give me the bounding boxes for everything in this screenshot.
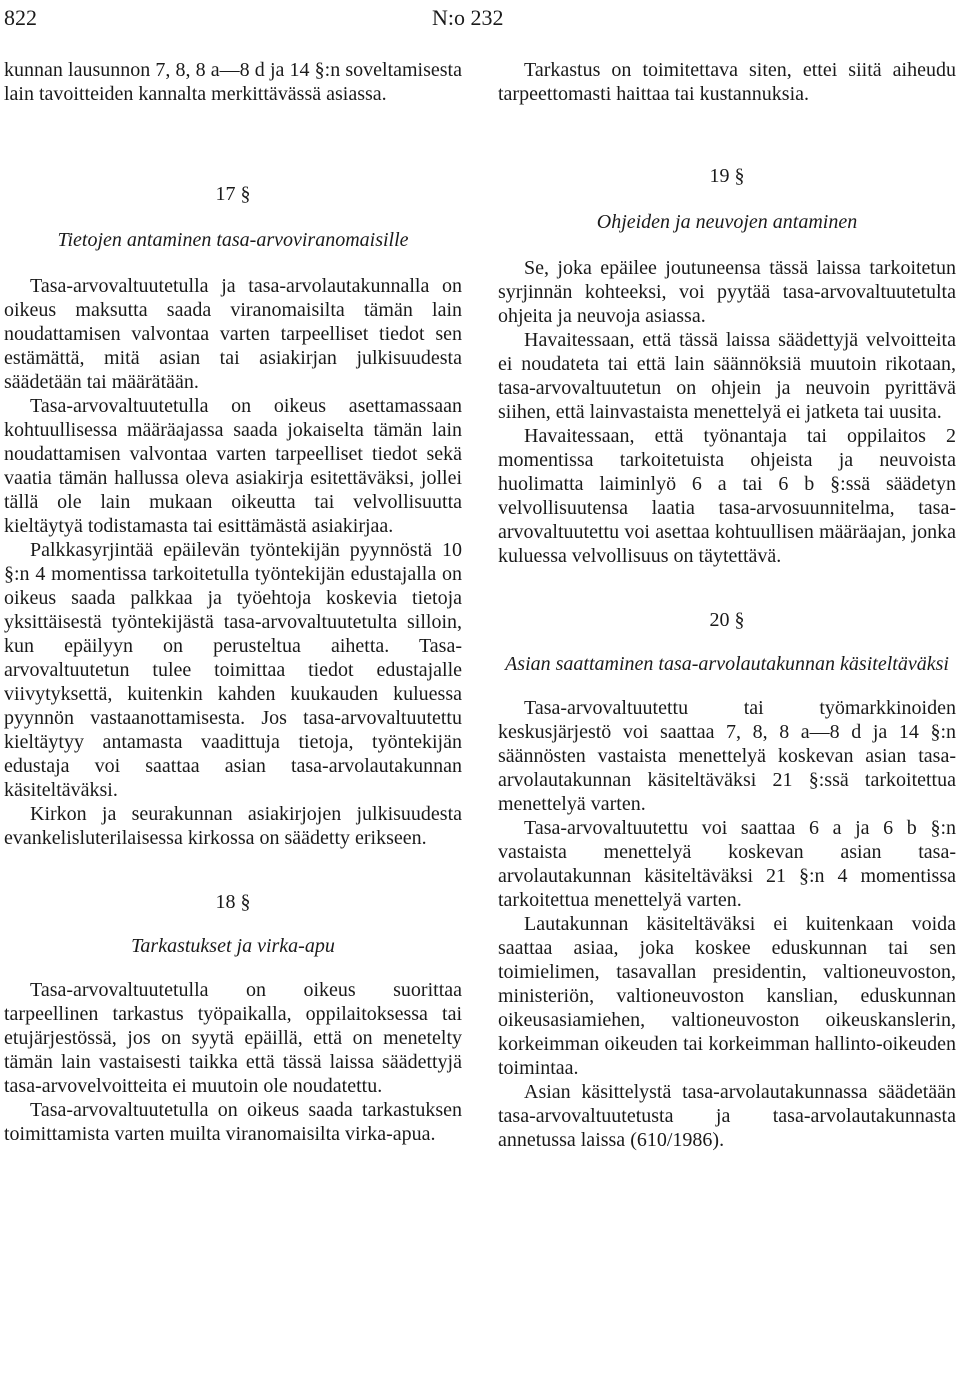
section-20-number: 20 §	[709, 609, 745, 631]
section-19-title: Ohjeiden ja neuvojen antaminen	[596, 211, 858, 233]
section-20-title: Asian saattaminen tasa-arvolautakunnan käsiteltäväksi	[505, 653, 949, 675]
section-20-paragraph-4: Asian käsittelystä tasa-arvolautakunnassa säädetään tasa-arvovaltuutetusta ja tasa-arvolautakunnasta annetussa laissa (610/1986).	[498, 1081, 956, 1151]
continued-paragraph: kunnan lausunnon 7, 8, 8 a—8 d ja 14 §:n soveltamisesta lain tavoitteiden kannalta merkittävässä asiassa.	[4, 59, 462, 105]
issue-number: N:o 232	[432, 5, 504, 30]
right-column	[498, 58, 956, 1152]
section-17-paragraph-1: Tasa-arvovaltuutetulla ja tasa-arvolautakunnalla on oikeus maksutta saada viranomaisilta tämän lain noudattamisen valvontaa varten tarpeelliset tiedot sen estämättä, mitä asian tai asiakirjan julkisuudesta säädetään tai määrätään.	[4, 275, 462, 393]
section-19-number: 19 §	[709, 165, 745, 187]
section-19-paragraph-3: Havaitessaan, että työnantaja tai oppilaitos 2 momentissa tarkoitetuista ohjeista ja neuvoista huolimatta laiminlyö 6 a tai 6 b §:ssä säädetyn velvollisuutensa laatia tasa-arvosuunnitelma, tasa-arvovaltuutettu voi asettaa kohtuullisen määräajan, jonka kuluessa velvollisuus on täytettävä.	[498, 425, 956, 567]
section-19-paragraph-2: Havaitessaan, että tässä laissa säädettyjä velvoitteita ei noudateta tai että lain säännöksiä muutoin rikotaan, tasa-arvovaltuutetun on ohjein ja neuvoin pyrittävä siihen, että lainvastaista menettelyä ei jatketa tai uusita.	[498, 329, 956, 423]
left-column	[4, 58, 462, 1146]
section-17-title: Tietojen antaminen tasa-arvoviranomaisille	[57, 229, 409, 251]
section-20-paragraph-1: Tasa-arvovaltuutettu tai työmarkkinoiden keskusjärjestö voi saattaa 7, 8, 8 a—8 d ja 14 §:n säännösten vastaista menettelyä koskevan asian tasa-arvolautakunnan käsiteltäväksi 21 §:ssä tarkoitettua menettelyä varten.	[498, 697, 956, 815]
section-19-paragraph-1: Se, joka epäilee joutuneensa tässä laissa tarkoitetun syrjinnän kohteeksi, voi pyytää tasa-arvovaltuutetulta ohjeita ja neuvoja asiassa.	[498, 257, 956, 327]
section-17-paragraph-3: Palkkasyrjintää epäilevän työntekijän pyynnöstä 10 §:n 4 momentissa tarkoitetulla työntekijän edustajalla on oikeus saada palkkaa ja työehtoja koskevia tietoja yksittäisestä työntekijästä tasa-arvovaltuutetulta silloin, kun epäilyyn on perusteltua aihetta. Tasa-arvovaltuutetun tulee toimittaa tiedot edustajalle viivytyksettä, kuitenkin kahden kuukauden kuluessa pyynnön vastaanottamisesta. Jos tasa-arvovaltuutettu kieltäytyy antamasta vaadittuja tietoja, työntekijän edustaja voi saattaa asian tasa-arvolautakunnan käsiteltäväksi.	[4, 539, 462, 801]
section-18-title: Tarkastukset ja virka-apu	[131, 935, 335, 957]
page-number: 822	[4, 5, 37, 30]
section-18-paragraph-1: Tasa-arvovaltuutetulla on oikeus suorittaa tarpeellinen tarkastus työpaikalla, oppilaitoksessa tai etujärjestössä, jos on syytä epäillä, että on menetelty tämän lain vastaisesti taikka että tässä laissa säädettyjä tasa-arvovelvoitteita ei muutoin ole noudatettu.	[4, 979, 462, 1097]
section-18-number: 18 §	[215, 891, 251, 913]
continued-paragraph-right: Tarkastus on toimitettava siten, ettei siitä aiheudu tarpeettomasti haittaa tai kustannuksia.	[498, 59, 956, 105]
section-20-paragraph-3: Lautakunnan käsiteltäväksi ei kuitenkaan voida saattaa asiaa, joka koskee eduskunnan tai sen toimielimen, tasavallan presidentin, valtioneuvoston, ministeriön, valtioneuvoston kanslian, eduskunnan oikeusasiamiehen, valtioneuvoston oikeuskanslerin, korkeimman oikeuden tai korkeimman hallinto-oikeuden toimintaa.	[498, 913, 956, 1079]
section-20-paragraph-2: Tasa-arvovaltuutettu voi saattaa 6 a ja 6 b §:n vastaista menettelyä koskevan asian tasa-arvolautakunnan käsiteltäväksi 21 §:n 4 momentissa tarkoitettua menettelyä varten.	[498, 817, 956, 911]
section-17-number: 17 §	[215, 183, 251, 205]
section-18-paragraph-2: Tasa-arvovaltuutetulla on oikeus saada tarkastuksen toimittamista varten muilta viranomaisilta virka-apua.	[4, 1099, 462, 1145]
section-17-paragraph-4: Kirkon ja seurakunnan asiakirjojen julkisuudesta evankelisluterilaisessa kirkossa on säädetty erikseen.	[4, 803, 462, 849]
section-17-paragraph-2: Tasa-arvovaltuutetulla on oikeus asettamassaan kohtuullisessa määräajassa saada jokaiselta tämän lain noudattamisen valvontaa varten tarpeelliset tiedot sekä vaatia tämän hallussa oleva asiakirja esitettäväksi, jollei tällä ole lain mukaan oikeutta tai velvollisuutta kieltäytyä todistamasta tai esittämästä asiakirjaa.	[4, 395, 462, 537]
